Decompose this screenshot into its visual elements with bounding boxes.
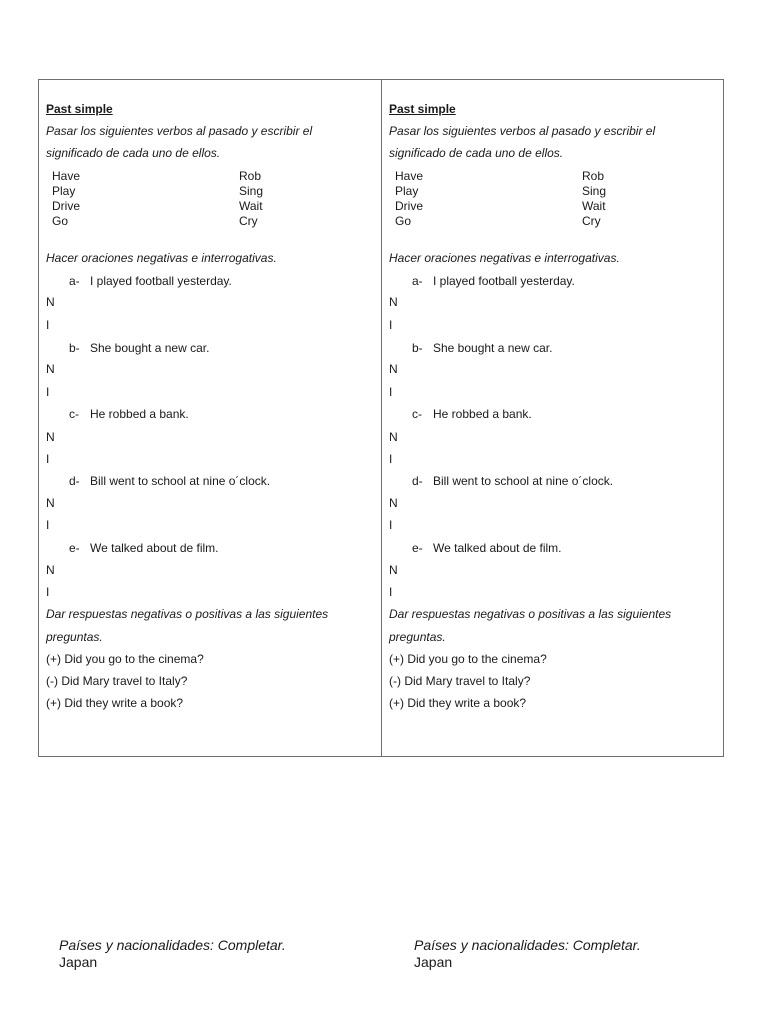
sentence-letter: d-	[412, 474, 423, 488]
interrogative-marker: I	[389, 452, 393, 466]
worksheet-title: Past simple	[46, 102, 113, 116]
verb-item: Sing	[239, 184, 264, 198]
worksheet-title: Past simple	[389, 102, 456, 116]
section-heading: preguntas.	[389, 630, 446, 644]
interrogative-marker: I	[389, 318, 393, 332]
verb-item: Rob	[582, 169, 605, 183]
instruction-line: significado de cada uno de ellos.	[389, 146, 564, 160]
negative-marker: N	[389, 563, 398, 577]
verb-item: Wait	[239, 199, 263, 213]
sentence-text: She bought a new car.	[433, 341, 553, 355]
sentence-text: She bought a new car.	[90, 341, 210, 355]
interrogative-marker: I	[389, 585, 393, 599]
interrogative-marker: I	[46, 452, 50, 466]
worksheet-column-right	[382, 80, 723, 756]
negative-marker: N	[46, 563, 55, 577]
footer-item-right: Japan	[414, 954, 453, 970]
question-item: (-) Did Mary travel to Italy?	[46, 674, 188, 688]
question-item: (-) Did Mary travel to Italy?	[389, 674, 531, 688]
verb-item: Go	[395, 214, 412, 228]
sentence-text: He robbed a bank.	[433, 407, 532, 421]
negative-marker: N	[389, 295, 398, 309]
verb-item: Cry	[239, 214, 258, 228]
sentence-letter: e-	[69, 541, 80, 555]
interrogative-marker: I	[389, 518, 393, 532]
sentence-text: I played football yesterday.	[90, 274, 232, 288]
sentence-letter: b-	[69, 341, 80, 355]
verb-item: Have	[395, 169, 424, 183]
footer-heading-left: Países y nacionalidades: Completar.	[59, 937, 286, 953]
question-item: (+) Did you go to the cinema?	[389, 652, 547, 666]
sentence-text: He robbed a bank.	[90, 407, 189, 421]
sentence-text: We talked about de film.	[90, 541, 219, 555]
verb-item: Play	[52, 184, 76, 198]
question-item: (+) Did you go to the cinema?	[46, 652, 204, 666]
section-heading: Dar respuestas negativas o positivas a las siguientes	[389, 607, 672, 621]
verb-item: Play	[395, 184, 419, 198]
sentence-text: Bill went to school at nine o´clock.	[90, 474, 271, 488]
interrogative-marker: I	[46, 585, 50, 599]
sentence-letter: c-	[412, 407, 422, 421]
verb-item: Cry	[582, 214, 601, 228]
negative-marker: N	[389, 430, 398, 444]
question-item: (+) Did they write a book?	[389, 696, 527, 710]
verb-item: Go	[52, 214, 69, 228]
interrogative-marker: I	[46, 318, 50, 332]
interrogative-marker: I	[46, 518, 50, 532]
negative-marker: N	[389, 362, 398, 376]
negative-marker: N	[46, 430, 55, 444]
section-heading: Dar respuestas negativas o positivas a las siguientes	[46, 607, 329, 621]
verb-item: Wait	[582, 199, 606, 213]
sentence-letter: a-	[69, 274, 80, 288]
verb-item: Drive	[395, 199, 424, 213]
negative-marker: N	[389, 496, 398, 510]
sentence-text: Bill went to school at nine o´clock.	[433, 474, 614, 488]
verb-item: Sing	[582, 184, 607, 198]
sentence-letter: a-	[412, 274, 423, 288]
interrogative-marker: I	[46, 385, 50, 399]
footer-heading-right: Países y nacionalidades: Completar.	[414, 937, 641, 953]
sentence-letter: e-	[412, 541, 423, 555]
question-item: (+) Did they write a book?	[46, 696, 184, 710]
negative-marker: N	[46, 295, 55, 309]
section-heading: Hacer oraciones negativas e interrogativas.	[389, 251, 620, 265]
worksheet-table	[38, 79, 724, 757]
sentence-letter: b-	[412, 341, 423, 355]
instruction-line: Pasar los siguientes verbos al pasado y escribir el	[46, 124, 313, 138]
interrogative-marker: I	[389, 385, 393, 399]
footer-item-left: Japan	[59, 954, 98, 970]
sentence-letter: c-	[69, 407, 79, 421]
negative-marker: N	[46, 362, 55, 376]
sentence-text: We talked about de film.	[433, 541, 562, 555]
instruction-line: significado de cada uno de ellos.	[46, 146, 221, 160]
instruction-line: Pasar los siguientes verbos al pasado y escribir el	[389, 124, 656, 138]
worksheet-column-left	[39, 80, 382, 756]
verb-item: Rob	[239, 169, 262, 183]
section-heading: preguntas.	[46, 630, 103, 644]
negative-marker: N	[46, 496, 55, 510]
sentence-text: I played football yesterday.	[433, 274, 575, 288]
verb-item: Have	[52, 169, 81, 183]
sentence-letter: d-	[69, 474, 80, 488]
section-heading: Hacer oraciones negativas e interrogativas.	[46, 251, 277, 265]
verb-item: Drive	[52, 199, 81, 213]
